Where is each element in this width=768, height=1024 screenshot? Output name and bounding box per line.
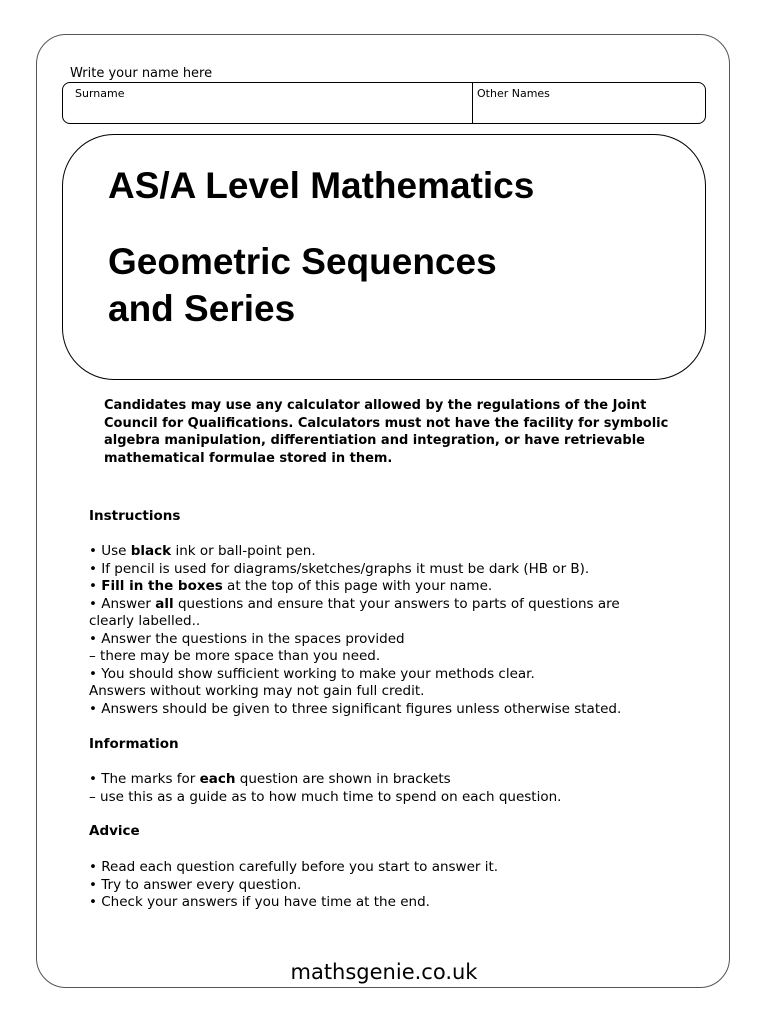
item-text: • You should show sufficient working to make your methods clear.: [89, 665, 535, 682]
item-text: • Answer the questions in the spaces provided: [89, 630, 405, 647]
item-text: – there may be more space than you need.: [89, 648, 381, 664]
list-item: [89, 648, 689, 666]
information-list: [89, 771, 689, 806]
footer-site-name: mathsgenie.co.uk: [290, 960, 478, 984]
list-item: [89, 894, 689, 912]
information-heading: Information: [89, 736, 179, 752]
name-box-divider: [472, 83, 473, 123]
name-prompt: Write your name here: [70, 66, 213, 81]
list-item: [89, 543, 689, 561]
item-text: • Read each question carefully before you start to answer it.: [89, 859, 499, 875]
paper-title: AS/A Level Mathematics: [108, 165, 535, 206]
item-text: at the top of this page with your name.: [222, 578, 493, 594]
other-names-field[interactable]: Other Names: [477, 87, 550, 100]
calculator-notice: Candidates may use any calculator allowed by the regulations of the Joint Council for Qualifications. Calculators must not have the facility for symbolic algebra manipulation, differentiation and integration, or have retrievable mathematical formulae stored in them.: [104, 398, 669, 466]
item-text: Answers without working may not gain full credit.: [89, 683, 425, 699]
item-text: questions and ensure that your answers to parts of questions are: [173, 595, 620, 612]
emphasis-text: black: [130, 543, 172, 559]
item-text: ink or ball-point pen.: [171, 543, 316, 559]
item-text: •: [89, 578, 102, 594]
list-item: [89, 578, 689, 596]
advice-list: [89, 859, 689, 912]
list-item: [89, 877, 689, 895]
item-text: – use this as a guide as to how much time to spend on each question.: [89, 788, 562, 805]
list-item: [89, 631, 689, 649]
emphasis-text: Fill in the boxes: [101, 578, 223, 594]
list-item: [89, 683, 689, 701]
emphasis-text: each: [199, 771, 236, 787]
list-item: [89, 771, 689, 789]
list-item: [89, 561, 689, 579]
list-item: [89, 789, 689, 807]
item-text: • Use: [89, 543, 131, 559]
list-item: [89, 613, 689, 631]
list-item: [89, 859, 689, 877]
instructions-list: [89, 543, 689, 718]
item-text: • Try to answer every question.: [89, 876, 302, 893]
surname-field[interactable]: Surname: [75, 87, 125, 100]
list-item: [89, 596, 689, 614]
item-text: • If pencil is used for diagrams/sketches/graphs it must be dark (HB or B).: [89, 560, 590, 577]
emphasis-text: all: [155, 595, 174, 612]
name-box: [62, 82, 706, 124]
item-text: clearly labelled..: [89, 613, 201, 629]
item-text: • Check your answers if you have time at the end.: [89, 894, 430, 910]
advice-heading: Advice: [89, 823, 140, 839]
item-text: • Answer: [89, 595, 156, 612]
item-text: question are shown in brackets: [235, 771, 451, 787]
item-text: • Answers should be given to three significant figures unless otherwise stated.: [89, 700, 622, 717]
instructions-heading: Instructions: [89, 508, 181, 524]
list-item: [89, 701, 689, 719]
topic-title-line-2: and Series: [108, 288, 296, 329]
topic-title-line-1: Geometric Sequences: [108, 241, 497, 282]
list-item: [89, 666, 689, 684]
item-text: • The marks for: [89, 771, 200, 787]
